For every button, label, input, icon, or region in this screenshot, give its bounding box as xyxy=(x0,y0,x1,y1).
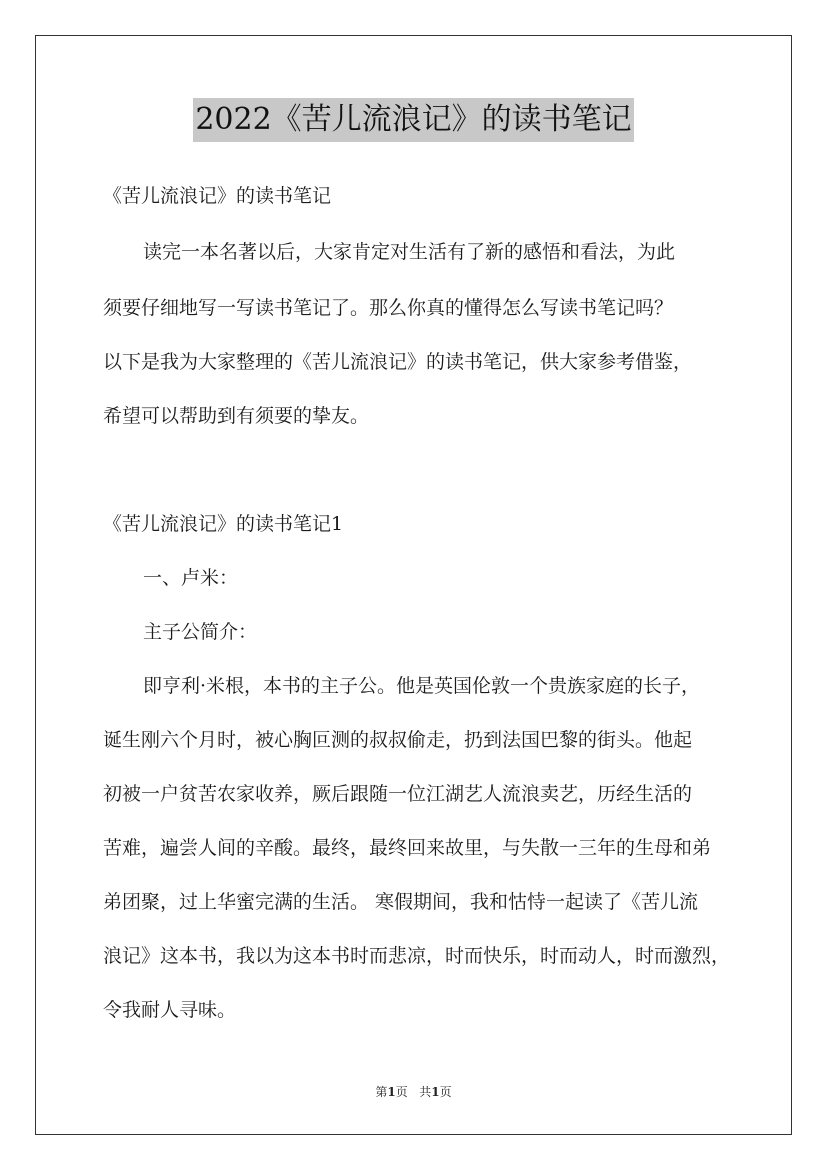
intro-line: 以下是我为大家整理的《苦儿流浪记》的读书笔记，供大家参考借鉴， xyxy=(103,351,693,373)
item-heading: 一、卢米： xyxy=(143,567,239,589)
footer-total-prefix: 共 xyxy=(419,1085,432,1099)
body-line: 即亨利·米根，本书的主子公。他是英国伦敦一个贵族家庭的长子， xyxy=(143,675,701,697)
document-title-row xyxy=(0,98,827,142)
body-line: 令我耐人寻味。 xyxy=(103,999,237,1021)
subtitle: 《苦儿流浪记》的读书笔记 xyxy=(103,185,332,207)
intro-line: 须要仔细地写一写读书笔记了。那么你真的懂得怎么写读书笔记吗？ xyxy=(103,297,674,319)
footer-total-suffix: 页 xyxy=(439,1085,452,1099)
body-line: 浪记》这本书，我以为这本书时而悲凉，时而快乐，时而动人，时而激烈， xyxy=(103,945,731,967)
page-footer xyxy=(0,1083,827,1100)
footer-page-number: 1 xyxy=(387,1085,396,1099)
section-heading: 《苦儿流浪记》的读书笔记1 xyxy=(103,513,344,535)
footer-page-suffix: 页 xyxy=(395,1085,408,1099)
footer-page-prefix: 第 xyxy=(375,1085,388,1099)
footer-total-number: 1 xyxy=(431,1085,440,1099)
body-line: 诞生刚六个月时，被心胸叵测的叔叔偷走，扔到法国巴黎的街头。他起 xyxy=(103,729,693,751)
document-title: 2022《苦儿流浪记》的读书笔记 xyxy=(193,98,633,142)
body-line: 苦难，遍尝人间的辛酸。最终，最终回来故里，与失散一三年的生母和弟 xyxy=(103,837,712,859)
intro-line: 希望可以帮助到有须要的挚友。 xyxy=(103,405,370,427)
intro-line: 读完一本名著以后，大家肯定对生活有了新的感悟和看法，为此 xyxy=(143,241,676,263)
sub-heading: 主子公简介： xyxy=(143,621,258,643)
body-line: 初被一户贫苦农家收养，厥后跟随一位江湖艺人流浪卖艺，历经生活的 xyxy=(103,783,693,805)
body-line: 弟团聚，过上华蜜完满的生活。 寒假期间，我和怙恃一起读了《苦儿流 xyxy=(103,891,699,913)
